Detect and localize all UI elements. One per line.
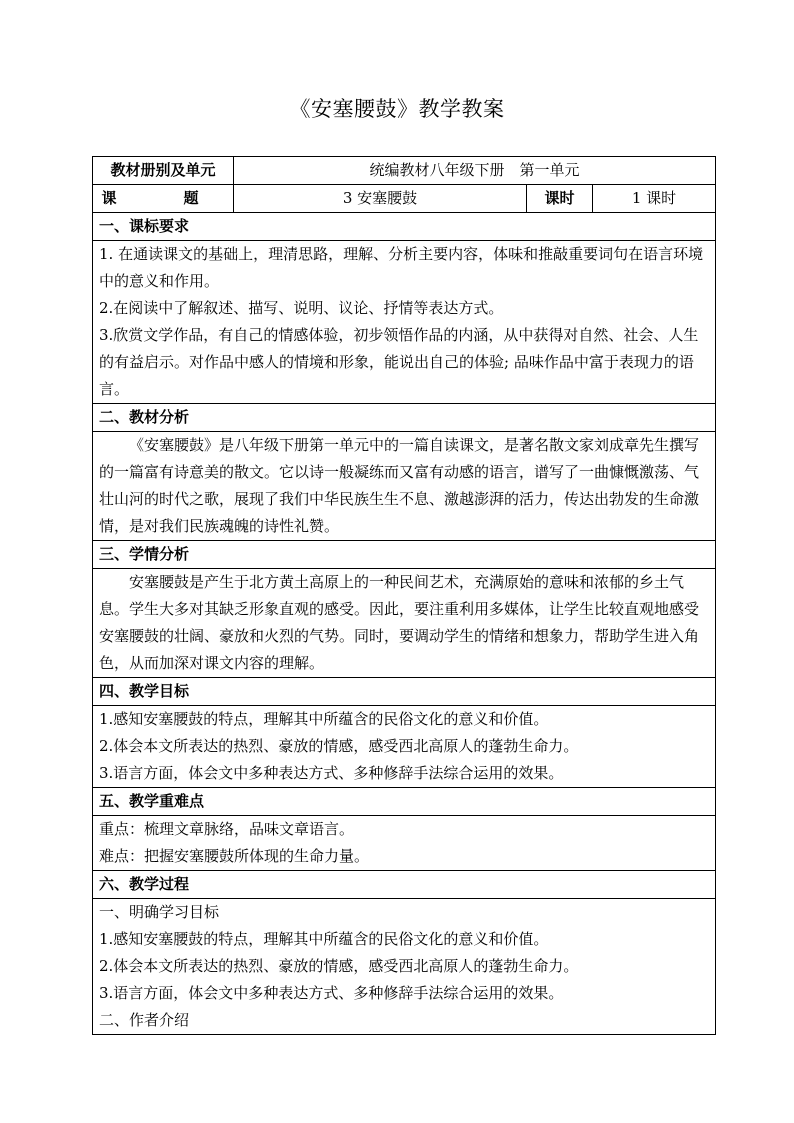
section-body-row xyxy=(93,899,716,1035)
lesson-plan-table xyxy=(92,156,716,1035)
section-heading-row xyxy=(93,788,716,816)
hours-label: 课时 xyxy=(527,185,593,213)
list-item: 2.体会本文所表达的热烈、豪放的情感，感受西北高原人的蓬勃生命力。 xyxy=(99,737,579,755)
lesson-row xyxy=(93,185,716,213)
section-heading-row xyxy=(93,404,716,432)
list-item: 3.语言方面，体会文中多种表达方式、多种修辞手法综合运用的效果。 xyxy=(99,984,564,1002)
lesson-value: 3 安塞腰鼓 xyxy=(234,185,527,213)
list-item: 一、明确学习目标 xyxy=(99,903,220,921)
section-body-row xyxy=(93,706,716,788)
section-heading-row xyxy=(93,213,716,241)
section-heading: 六、教学过程 xyxy=(93,871,716,899)
list-item: 3.语言方面，体会文中多种表达方式、多种修辞手法综合运用的效果。 xyxy=(99,764,564,782)
textbook-row xyxy=(93,157,716,185)
list-item: 1. 在通读课文的基础上，理清思路，理解、分析主要内容，体味和推敲重要词句在语言环境中的意义和作用。 xyxy=(99,245,704,290)
list-item: 1.感知安塞腰鼓的特点，理解其中所蕴含的民俗文化的意义和价值。 xyxy=(99,710,549,728)
student-analysis-text: 安塞腰鼓是产生于北方黄土高原上的一种民间艺术，充满原始的意味和浓郁的乡土气息。学生大多对其缺乏形象直观的感受。因此，要注重利用多媒体，让学生比较直观地感受安塞腰鼓的壮阔、豪放和火烈的气势。同时，要调动学生的情绪和想象力，帮助学生进入角色，从而加深对课文内容的理解。 xyxy=(93,569,716,678)
lesson-label: 课 题 xyxy=(93,185,234,213)
list-item: 2.体会本文所表达的热烈、豪放的情感，感受西北高原人的蓬勃生命力。 xyxy=(99,957,579,975)
section-heading: 四、教学目标 xyxy=(93,678,716,706)
list-item: 难点：把握安塞腰鼓所体现的生命力量。 xyxy=(99,847,370,865)
section-heading: 一、课标要求 xyxy=(93,213,716,241)
page-title: 《安塞腰鼓》教学教案 xyxy=(289,97,505,121)
process-body xyxy=(93,899,716,1035)
list-item: 2.在阅读中了解叙述、描写、说明、议论、抒情等表达方式。 xyxy=(99,299,504,317)
list-item: 3.欣赏文学作品，有自己的情感体验，初步领悟作品的内涵，从中获得对自然、社会、人生的有益启示。对作品中感人的情境和形象，能说出自己的体验; 品味作品中富于表现力的语言。 xyxy=(99,326,699,398)
section-body-row xyxy=(93,569,716,678)
key-points-body xyxy=(93,816,716,871)
standards-body xyxy=(93,241,716,404)
textbook-value: 统编教材八年级下册 第一单元 xyxy=(234,157,716,185)
textbook-analysis-text: 《安塞腰鼓》是八年级下册第一单元中的一篇自读课文，是著名散文家刘成章先生撰写的一篇富有诗意美的散文。它以诗一般凝练而又富有动感的语言，谱写了一曲慷慨激荡、气壮山河的时代之歌，展现了我们中华民族生生不息、激越澎湃的活力，传达出勃发的生命激情，是对我们民族魂魄的诗性礼赞。 xyxy=(93,432,716,541)
list-item: 1.感知安塞腰鼓的特点，理解其中所蕴含的民俗文化的意义和价值。 xyxy=(99,930,549,948)
section-heading-row xyxy=(93,678,716,706)
section-body-row xyxy=(93,241,716,404)
section-heading: 二、教材分析 xyxy=(93,404,716,432)
list-item: 重点：梳理文章脉络，品味文章语言。 xyxy=(99,820,355,838)
section-heading: 五、教学重难点 xyxy=(93,788,716,816)
section-body-row xyxy=(93,432,716,541)
section-body-row xyxy=(93,816,716,871)
section-heading-row xyxy=(93,871,716,899)
list-item: 二、作者介绍 xyxy=(99,1011,190,1029)
textbook-label: 教材册别及单元 xyxy=(93,157,234,185)
section-heading-row xyxy=(93,541,716,569)
hours-value: 1 课时 xyxy=(593,185,716,213)
section-heading: 三、学情分析 xyxy=(93,541,716,569)
objectives-body xyxy=(93,706,716,788)
